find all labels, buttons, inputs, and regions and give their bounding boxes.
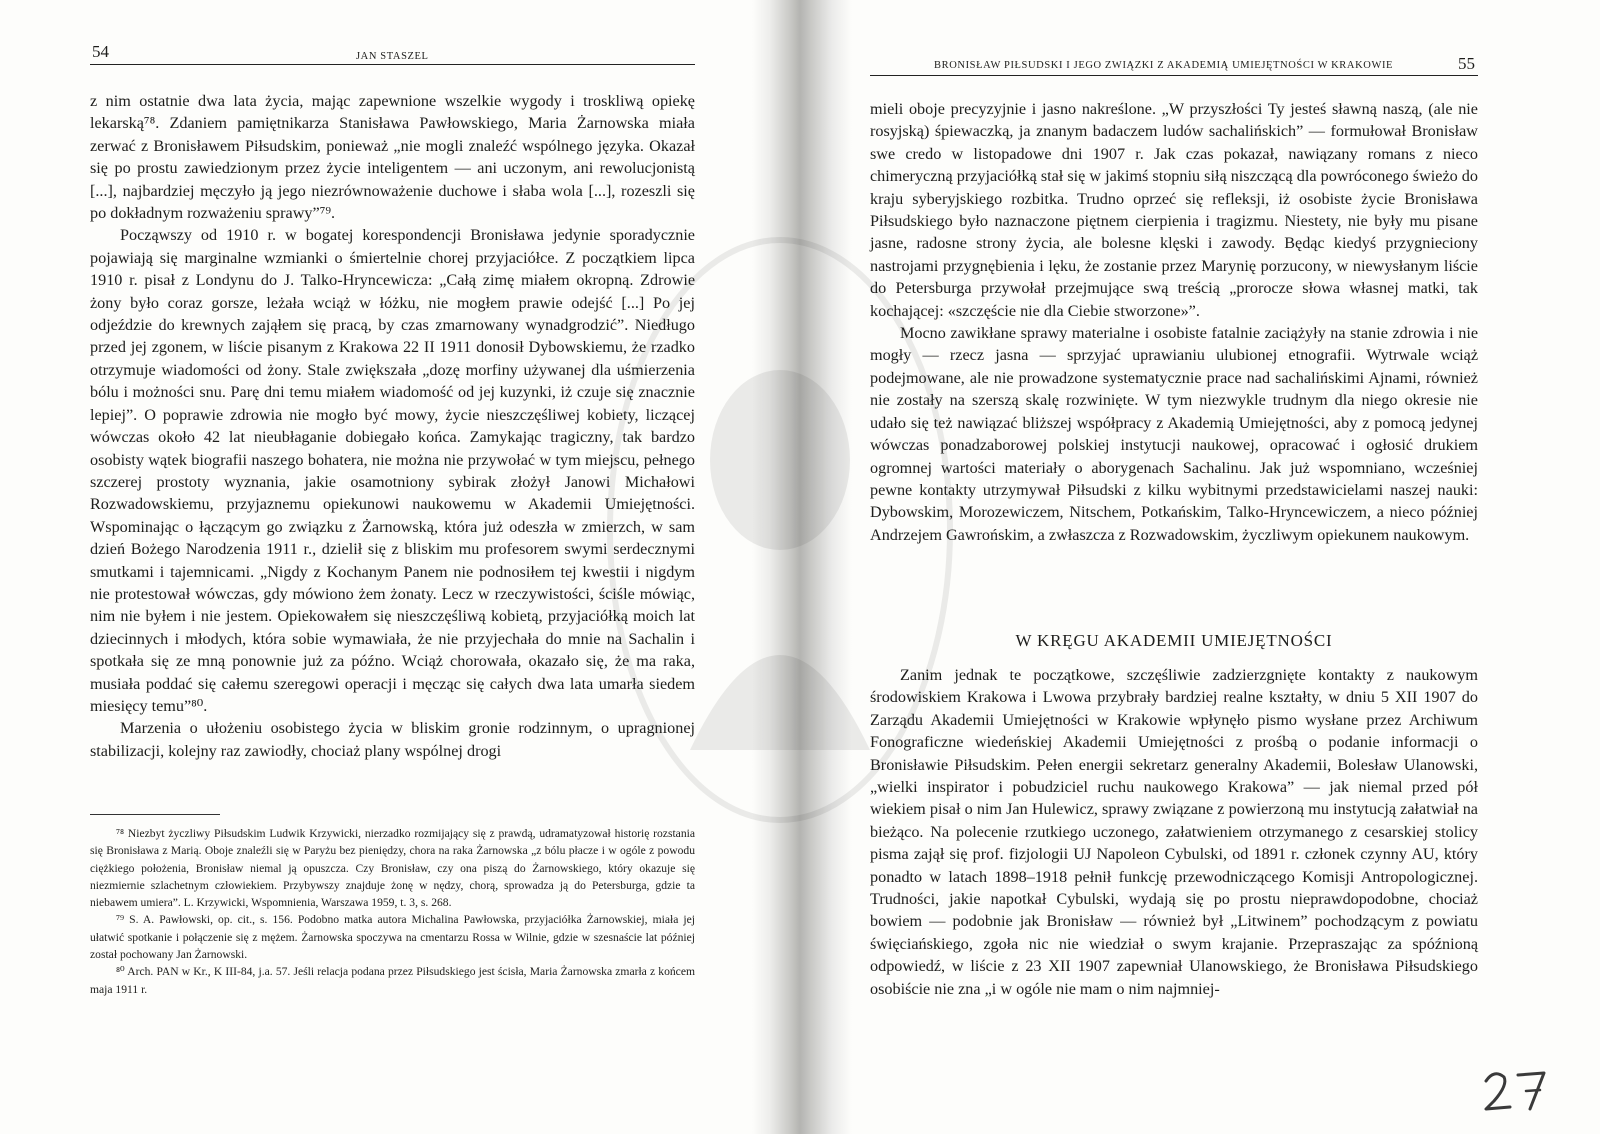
paragraph: Marzenia o ułożeniu osobistego życia w bliskim gronie rodzinnym, o upragnionej stabilizacji, kolejny raz zawiodły, chociaż plany wspólnej drogi	[90, 719, 695, 760]
page-number: 55	[1458, 54, 1475, 73]
right-body-text-lower	[870, 664, 1478, 1000]
right-body-text-upper	[870, 98, 1478, 546]
paragraph: mieli oboje precyzyjnie i jasno nakreślone. „W przyszłości Ty jesteś sławną naszą, (ale nie rosyjską) śpiewaczką, ja znanym badaczem ludów sachalińskich” — formułował Bronisław swe credo w listopadowe dni 1907 r. Jak czas pokazał, nawiązany romans z nieco chimeryczną przyjaciółką stał się w jakimś stopniu siłą niszczącą dla powróconego świeżo do kraju syberyjskiego rozbitka. Trudno oprzeć się refleksji, iż osobiste życie Bronisława Piłsudskiego było naznaczone piętnem cierpienia i tragizmu. Niestety, nie były mu pisane jasne, radosne strony życia, ale bolesne klęski i zawody. Będąc kiedyś przygnieciony nastrojami przygnębienia i lęku, że zostanie przez Marynię porzucony, w niewysłanym liście do Petersburga przywołał przejmujące swą treścią „prorocze słowa własnej matki, tak kochającej: «szczęście nie dla Ciebie stworzone»”.	[870, 100, 1478, 320]
footnotes	[90, 814, 695, 998]
header-rule	[90, 64, 695, 65]
handwritten-number-mark	[1480, 1065, 1550, 1113]
footnote-rule	[90, 814, 220, 815]
footnote: ⁷⁹ S. A. Pawłowski, op. cit., s. 156. Podobno matka autora Michalina Pawłowska, przyjaciółka Żarnowskiej, miała jej ułatwić spotkanie i połączenie się z mężem. Żarnowska spoczywa na cmentarzu Rossa w Wilnie, gdzie w szesnaście lat później został pochowany Jan Żarnowski.	[90, 913, 695, 962]
header-rule	[870, 75, 1478, 76]
right-page	[840, 0, 1600, 1134]
footnote: ⁸⁰ Arch. PAN w Kr., K III-84, j.a. 57. Jeśli relacja podana przez Piłsudskiego jest ścisła, Maria Żarnowska zmarła z końcem maja 1911 r.	[90, 965, 695, 996]
footnote: ⁷⁸ Niezbyt życzliwy Piłsudskim Ludwik Krzywicki, nierzadko rozmijający się z prawdą, udramatyzował historię rozstania się Bronisława z Marią. Oboje znaleźli się w Paryżu bez pieniędzy, chora na raka Żarnowska „z bólu płacze i w ogóle z powodu ciężkiego położenia, Bronisław niemal ją opuszcza. Czy Bronisław, czy ona piszą do Żarnowskiego, który okazuje się niezmiernie szlachetnym człowiekiem. Przybywszy znajduje żonę w nędzy, chorą, sprowadza ją do Petersburga, gdzie ta niebawem umiera”. L. Krzywicki, Wspomnienia, Warszawa 1959, t. 3, s. 268.	[90, 827, 695, 910]
paragraph: Począwszy od 1910 r. w bogatej korespondencji Bronisława jedynie sporadycznie pojawiają się marginalne wzmianki o śmiertelnie chorej przyjaciółce. Z początkiem lipca 1910 r. pisał z Londynu do J. Talko-Hryncewicza: „Całą zimę miałem okropną. Zdrowie żony było coraz gorsze, leżała wciąż w łóżku, nie mogłem prawie odejść [...] Po jej odjeździe do krewnych zająłem się pracą, by czas zmarnowany wynadgrodzić”. Niedługo przed jej zgonem, w liście pisanym z Krakowa 22 II 1911 donosił Dybowskiemu, że rzadko otrzymuje wiadomości od żony. Stale zwiększała „dozę morfiny używanej dla uśmierzenia bólu i możności snu. Parę dni temu miałem wiadomość od jej kuzynki, iż czuje się znacznie lepiej”. O poprawie zdrowia nie mogło być mowy, życie nieszczęśliwej kobiety, liczącej wówczas około 42 lat nieubłaganie dobiegało końca. Zamykając tragiczny, tak bardzo osobisty wątek biografii naszego bohatera, nie można nie przywołać w tym miejscu, pełnego szczerej prostoty wyznania, jakie osamotniony sybirak złożył Janowi Michałowi Rozwadowskiemu, przyjaznemu opiekunowi naukowemu w Akademii Umiejętności. Wspominając o łączącym go związku z Żarnowską, która już odeszła w zmierzch, w sam dzień Bożego Narodzenia 1911 r., dzielił się z bliskim mu profesorem swymi serdecznymi smutkami i tajemnicami. „Nigdy z Kochanym Panem nie podnosiłem tej kwestii i nigdym nie protestował wówczas, gdy mówiono żem żonaty. Lecz w rzeczywistości, ściśle mówiąc, nim nie byłem i nie jestem. Opiekowałem się nieszczęśliwą kobietą, przyjaciółką moich lat dziecinnych i młodych, która sobie wymawiała, że nie przyjechała do mnie na Sachalin i spotkała się ze mną ponownie już za późno. Wciąż chorowała, okazało się, że ma raka, musiała poddać się całemu szeregowi operacji i męcząc się całych dwa lata umarła siedem miesięcy temu”⁸⁰.	[90, 226, 695, 715]
section-heading: W KRĘGU AKADEMII UMIEJĘTNOŚCI	[1015, 631, 1333, 650]
book-gutter-shadow	[752, 0, 852, 1134]
paragraph: Mocno zawikłane sprawy materialne i osobiste fatalnie zaciążyły na stanie zdrowia i nie mogły — rzecz jasna — sprzyjać uprawianiu ulubionej etnografii. Wytrwale wciąż podejmowane, ale nie prowadzone systematycznie prace nad sachalińskimi Ajnami, również nie zostały na szerszą skalę rozwinięte. W tym niezwykle trudnym dla niego okresie nie udało się też nawiązać bliższej współpracy z Akademią Umiejętności, aby z pomocą jedynej wówczas ponadzaborowej polskiej instytucji naukowej, opracować i ogłosić drukiem ogromnej wartości materiały o aborygenach Sachalinu. Jak już wspomniano, wcześniej pewne kontakty utrzymywał Piłsudski z kilku wybitnymi przedstawicielami naszej nauki: Dybowskim, Morozewiczem, Nitschem, Potkańskim, Talko-Hryncewiczem, a nieco później Andrzejem Gawrońskim, a zwłaszcza z Rozwadowskim, życzliwym opiekunem naukowym.	[870, 324, 1478, 544]
left-body-text	[90, 90, 695, 762]
paragraph: z nim ostatnie dwa lata życia, mając zapewnione wszelkie wygody i troskliwą opiekę lekarską⁷⁸. Zdaniem pamiętnikarza Stanisława Pawłowskiego, Maria Żarnowska miała zerwać z Bronisławem Piłsudskim, ponieważ „nie mogli znaleźć wspólnego języka. Okazał się po prostu zawiedzionym przez życie inteligentem — ani uczonym, ani rewolucjonistą [...], najbardziej męczyło ją jego niezrównoważenie duchowe i słaba wola [...], rozeszli się po dokładnym rozważeniu sprawy”⁷⁹.	[90, 92, 695, 223]
page-number: 54	[92, 42, 109, 61]
paragraph: Zanim jednak te początkowe, szczęśliwie zadzierzgnięte kontakty z naukowym środowiskiem Krakowa i Lwowa przybrały bardziej realne kształty, w dniu 5 XII 1907 do Zarządu Akademii Umiejętności w Krakowie wpłynęło pismo wysłane przez Archiwum Fonograficzne wiedeńskiej Akademii Umiejętności z prośbą o podanie informacji o Bronisławie Piłsudskim. Pełen energii sekretarz generalny Akademii, Bolesław Ulanowski, „wielki inspirator i pobudziciel ruchu naukowego Krakowa” — jak niemal przed pół wiekiem pisał o nim Jan Hulewicz, sprawy związane z powierzoną mu instytucją załatwiał na bieżąco. Na polecenie rzutkiego uczonego, załatwieniem otrzymanego z cesarskiej stolicy pisma zajął się prof. fizjologii UJ Napoleon Cybulski, od 1891 r. członek czynny AU, który ponadto w latach 1898–1918 pełnił funkcję przewodniczącego Komisji Antropologicznej. Trudności, jakie napotkał Cybulski, wydają się po prostu nieprawdopodobne, chociaż bowiem — podobnie jak Bronisław — również był „Litwinem” pochodzącym z powiatu święciańskiego, zgoła nic nie wiedział o swym krajanie. Przepraszając za spóźnioną odpowiedź, w liście z 23 XII 1907 zapewniał Ulanowskiego, że Bronisława Piłsudskiego osobiście nie zna „i w ogóle nie mam o nim najmniej-	[870, 666, 1478, 998]
left-page	[0, 0, 760, 1134]
running-head: JAN STASZEL	[356, 51, 429, 62]
running-head: BRONISŁAW PIŁSUDSKI I JEGO ZWIĄZKI Z AKADEMIĄ UMIEJĘTNOŚCI W KRAKOWIE	[934, 60, 1394, 71]
